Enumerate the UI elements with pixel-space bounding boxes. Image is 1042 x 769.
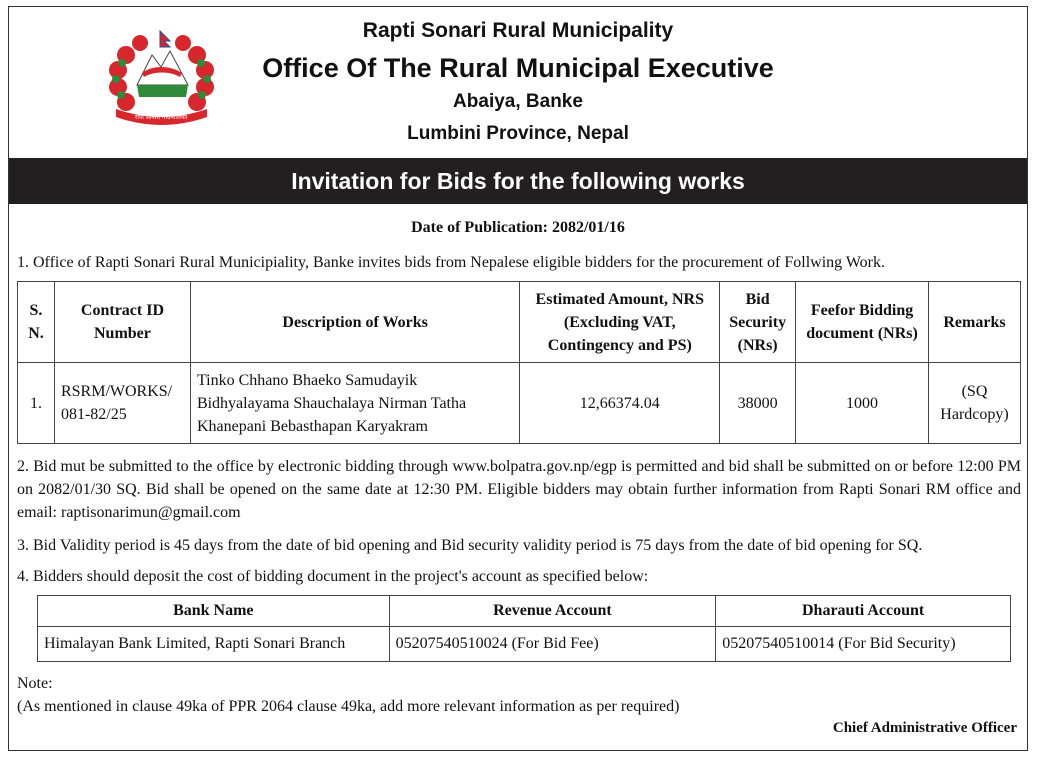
clause-text: Bid mut be submitted to the office by electronic bidding through www.bolpatra.gov.np/egp is permitted and bid shall be submitted on or before 12:00 PM on 2082/01/30 SQ. Bid shall be opened on the same date at 12:30 PM. Eligible bidders may obtain further information from Rapti Sonari RM office and email: raptisonarimun@gmail.com: [17, 458, 1022, 521]
cell-bid-security: 38000: [720, 363, 796, 444]
clause-number: 4.: [17, 568, 29, 585]
header-bidding-fee: Feefor Bidding document (NRs): [796, 282, 929, 363]
clause-text: Bid Validity period is 45 days from the date of bid opening and Bid security validity period is 75 days from the date of bid opening for SQ.: [33, 537, 923, 554]
cell-dharauti-account: 05207540510014 (For Bid Security): [716, 627, 1011, 662]
cell-bidding-fee: 1000: [796, 363, 929, 444]
clause-number: 1.: [17, 254, 29, 271]
header-contract-id: Contract ID Number: [54, 282, 190, 363]
clause-1: [17, 251, 1021, 274]
clause-text: Office of Rapti Sonari Rural Municipiality, Banke invites bids from Nepalese eligible bidders for the procurement of Follwing Work.: [33, 254, 886, 271]
header-dharauti-account: Dharauti Account: [716, 596, 1011, 627]
signature-title: Chief Administrative Officer: [832, 720, 1017, 736]
office-location: Abaiya, Banke: [453, 91, 583, 112]
notice-title: Invitation for Bids for the following works: [9, 158, 1027, 204]
bank-table: [37, 595, 1011, 662]
province-name: Lumbini Province, Nepal: [407, 123, 629, 144]
office-name: Office Of The Rural Municipal Executive: [262, 53, 774, 83]
header-description: Description of Works: [190, 282, 519, 363]
emblem-motto: रापी सोनारी गाउँपालिका: [134, 114, 188, 121]
header-remarks: Remarks: [928, 282, 1020, 363]
header-bid-security: Bid Security (NRs): [720, 282, 796, 363]
cell-remarks: (SQ Hardcopy): [928, 363, 1020, 444]
notice-frame: [8, 6, 1028, 751]
cell-revenue-account: 05207540510024 (For Bid Fee): [389, 627, 716, 662]
cell-description: Tinko Chhano Bhaeko Samudayik Bidhyalayama Shauchalaya Nirman Tatha Khanepani Bebasthapan Karyakram: [190, 363, 519, 444]
table-row: [38, 627, 1011, 662]
cell-bank-name: Himalayan Bank Limited, Rapti Sonari Branch: [38, 627, 390, 662]
note-label: Note:: [17, 675, 53, 692]
clause-number: 3.: [17, 537, 29, 554]
table-row: [18, 363, 1021, 444]
header-estimated-amount: Estimated Amount, NRS (Excluding VAT, Contingency and PS): [520, 282, 720, 363]
municipality-name: Rapti Sonari Rural Municipality: [362, 19, 674, 42]
header-bank-name: Bank Name: [38, 596, 390, 627]
clause-4: [17, 565, 1021, 588]
note-text: (As mentioned in clause 49ka of PPR 2064 clause 49ka, add more relevant information as per required): [17, 698, 680, 715]
cell-sn: 1.: [18, 363, 55, 444]
clause-text: Bidders should deposit the cost of bidding document in the project's account as specified below:: [33, 568, 649, 585]
publication-date: Date of Publication: 2082/01/16: [411, 219, 625, 236]
header-sn: S. N.: [18, 282, 55, 363]
header-revenue-account: Revenue Account: [389, 596, 716, 627]
table-header-row: [18, 282, 1021, 363]
works-table: [17, 281, 1021, 444]
table-header-row: [38, 596, 1011, 627]
clause-3: [17, 534, 1021, 557]
cell-contract-id: RSRM/WORKS/ 081-82/25: [54, 363, 190, 444]
cell-estimated-amount: 12,66374.04: [520, 363, 720, 444]
clause-2: [17, 455, 1021, 524]
letterhead: [9, 7, 1027, 159]
clause-number: 2.: [17, 458, 29, 475]
